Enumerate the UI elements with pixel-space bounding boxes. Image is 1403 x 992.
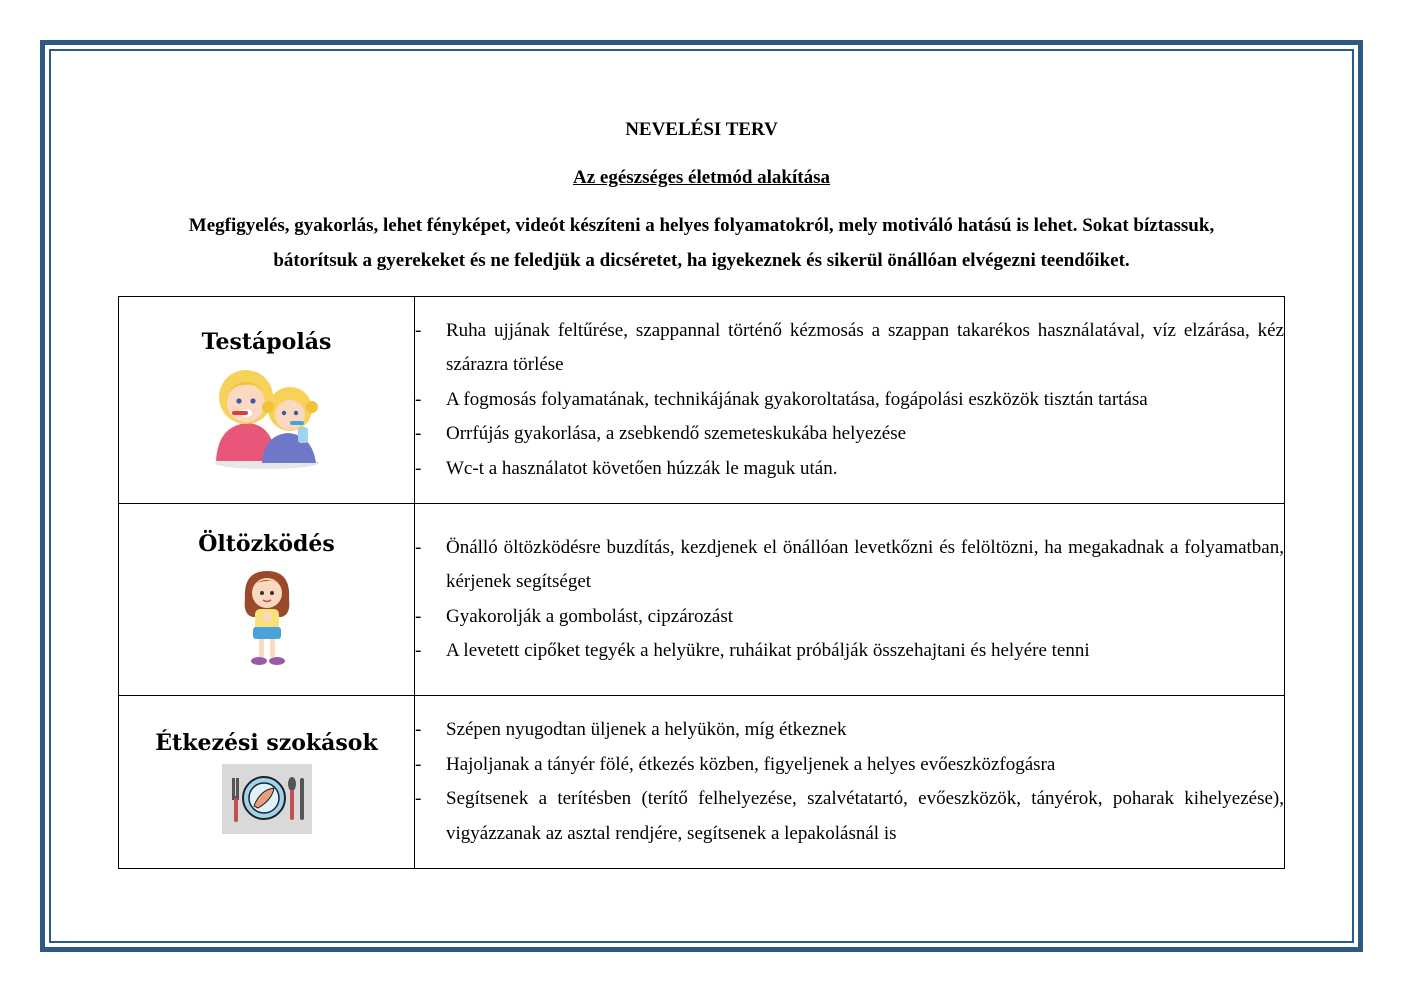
plan-table (118, 296, 1285, 869)
intro-paragraph (150, 208, 1253, 278)
list-item: - Szépen nyugodtan üljenek a helyükön, míg étkeznek (415, 719, 847, 740)
list-item: - A fogmosás folyamatának, technikájának gyakoroltatása, fogápolási eszközök tisztán tartása (415, 388, 1148, 410)
category-title-testapolas: Testápolás (201, 329, 332, 355)
list-item: - Orrfújás gyakorlása, a zsebkendő szemeteskukába helyezése (415, 423, 907, 445)
item-list-oltozkodes (415, 531, 1284, 669)
category-cell (119, 297, 415, 504)
items-cell (415, 504, 1285, 696)
document-title: NEVELÉSI TERV (625, 119, 778, 140)
list-item: - Wc-t a használatot követően húzzák le maguk után. (415, 457, 838, 479)
list-item: - A levetett cipőket tegyék a helyükre, ruháikat próbálják összehajtani és helyére tenni (415, 640, 1090, 661)
category-cell (119, 696, 415, 869)
list-item: - Hajoljanak a tányér fölé, étkezés közben, figyeljenek a helyes evőeszközfogásra (415, 753, 1056, 775)
plate-and-cutlery-icon (222, 764, 312, 834)
table-row (119, 504, 1285, 696)
document-subtitle: Az egészséges életmód alakítása (573, 167, 830, 188)
item-list-etkezesi-szokasok (415, 713, 1284, 851)
girl-dressing-icon (237, 565, 297, 669)
category-cell (119, 504, 415, 696)
table-row (119, 696, 1285, 869)
category-title-etkezesi-szokasok: Étkezési szokások (155, 730, 378, 756)
list-item: - Segítsenek a terítésben (terítő felhelyezése, szalvétatartó, evőeszközök, tányérok, poharak kihelyezése), vigyázzanak az asztal rendjére, segítsenek a lepakolásnál is (415, 788, 1284, 844)
children-brushing-teeth-icon (212, 363, 322, 471)
items-cell (415, 696, 1285, 869)
category-title-oltozkodes: Öltözködés (198, 530, 335, 557)
item-list-testapolas (415, 314, 1284, 487)
table-row (119, 297, 1285, 504)
intro-line-1: Megfigyelés, gyakorlás, lehet fényképet, videót készíteni a helyes folyamatokról, mely motiváló hatású is lehet. Sokat bíztassuk, (188, 215, 1215, 236)
items-cell (415, 297, 1285, 504)
list-item: - Gyakorolják a gombolást, cipzározást (415, 605, 734, 627)
intro-line-2: bátorítsuk a gyerekeket és ne feledjük a dicséretet, ha igyekeznek és sikerül önállóan elvégezni teendőiket. (273, 250, 1130, 271)
list-item: - Ruha ujjának feltűrése, szappannal történő kézmosás a szappan takarékos használatával, víz elzárása, kéz szárazra törlése (415, 319, 1284, 376)
list-item: - Önálló öltözködésre buzdítás, kezdjenek el önállóan levetkőzni és felöltözni, ha megakadnak a folyamatban, kérjenek segítséget (415, 536, 1284, 592)
